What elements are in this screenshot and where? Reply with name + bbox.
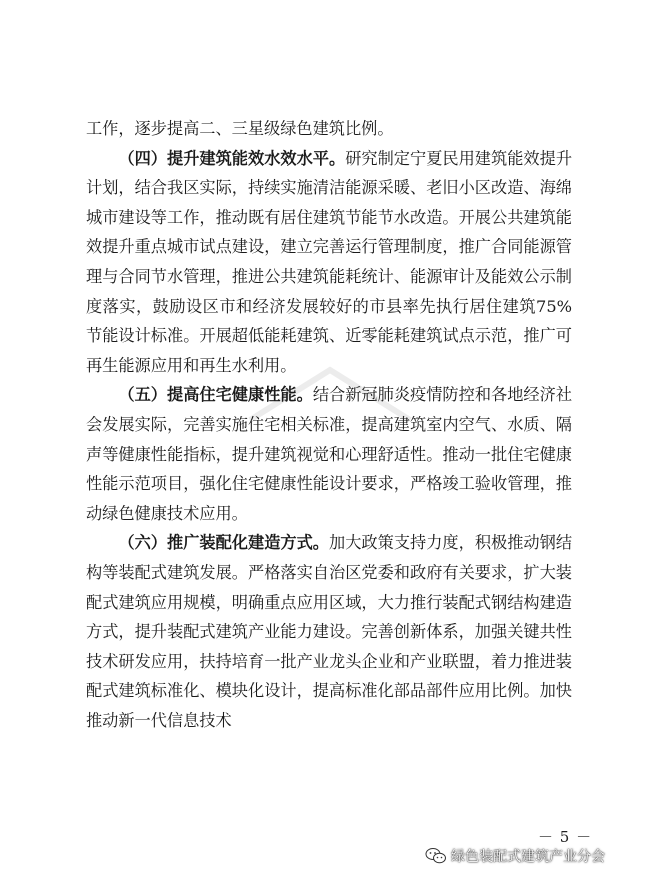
page-number: － 5 － [538, 828, 593, 846]
source-watermark [425, 846, 605, 866]
document-body [86, 114, 572, 735]
section-4-body: 研究制定宁夏民用建筑能效提升计划，结合我区实际，持续实施清洁能源采暖、老旧小区改造、海绵城市建设等工作，推动既有居住建筑节能节水改造。开展公共建筑能效提升重点城市试点建设，建立完善运行管理制度，推广合同能源管理与合同节水管理，推进公共建筑能耗统计、能源审计及能效公示制度落实，鼓励设区市和经济发展较好的市县率先执行居住建筑75%节能设计标准。开展超低能耗建筑、近零能耗建筑试点示范，推广可再生能源应用和再生水利用。 [86, 148, 573, 375]
watermark-text: 绿色装配式建筑产业分会 [451, 849, 605, 865]
section-6-heading: （六）推广装配化建造方式。 [118, 533, 330, 553]
paragraph-section-5 [86, 380, 572, 528]
paragraph-continuation: 工作，逐步提高二、三星级绿色建筑比例。 [86, 119, 394, 138]
wechat-icon [425, 847, 447, 865]
section-4-heading: （四）提升建筑能效水效水平。 [118, 148, 346, 168]
section-5-heading: （五）提高住宅健康性能。 [118, 385, 313, 405]
paragraph-section-6 [86, 528, 572, 735]
section-6-body: 加大政策支持力度，积极推动钢结构等装配式建筑发展。严格落实自治区党委和政府有关要求，扩大装配式建筑应用规模，明确重点应用区域，大力推行装配式钢结构建造方式，提升装配式建筑产业能力建设。完善创新体系，加强关键共性技术研发应用，扶持培育一批产业龙头企业和产业联盟，着力推进装配式建筑标准化、模块化设计，提高标准化部品部件应用比例。加快推动新一代信息技术 [86, 533, 573, 730]
section-5-body: 结合新冠肺炎疫情防控和各地经济社会发展实际，完善实施住宅相关标准，提高建筑室内空气、水质、隔声等健康性能指标，提升建筑视觉和心理舒适性。推动一批住宅健康性能示范项目，强化住宅健康性能设计要求，严格竣工验收管理，推动绿色健康技术应用。 [86, 385, 573, 523]
paragraph-section-4 [86, 144, 572, 381]
